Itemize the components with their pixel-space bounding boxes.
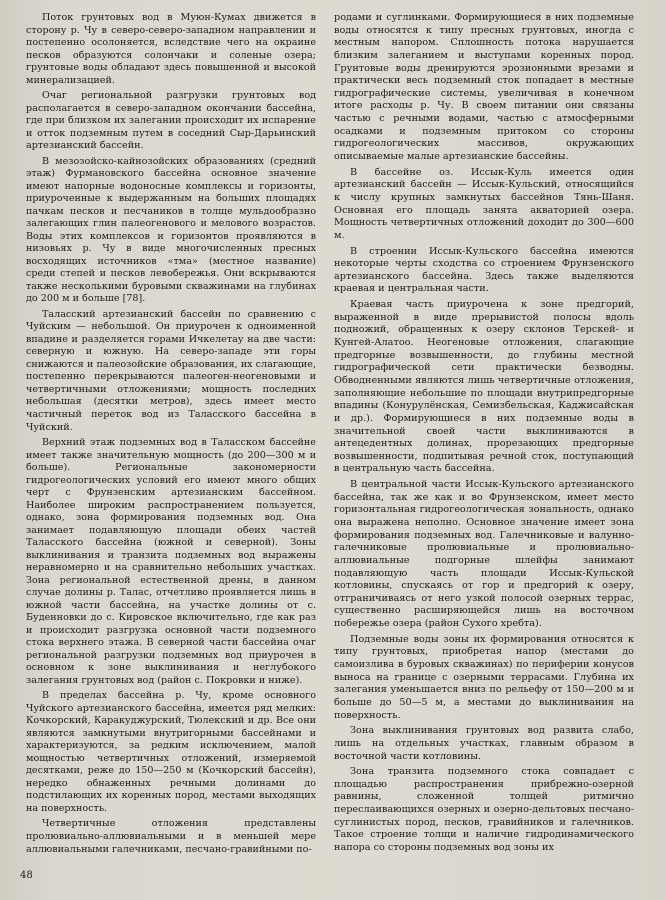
paragraph: Верхний этаж подземных вод в Таласском бассейне имеет также значительную мощность (до 200—300 м и больше). Региональные закономерности гидрогеологических условий его имеют много общих черт с Фрунзенским артезианским бассейном. Наиболее широким распространением пользуется, однако, зона формирования подземных вод. Она занимает подавляющую площади обеих частей Таласского бассейна (южной и северной). Зоны выклинивания и транзита подземных вод выражены неравномерно и на сравнительно небольших участках. Зона региональной естественной дрены, в данном случае долины р. Талас, отчетливо проявляется лишь в южной части бассейна, на участке долины от с. Буденновки до с. Кировское включительно, где как раз и происходит разгрузка основной части подземного стока верхнего этажа. В северной части бассейна очаг региональной разгрузки подземных вод приурочен в основном к зоне выклинивания и неглубокого залегания грунтовых вод (район с. Покровки и ниже). <box>26 437 316 686</box>
paragraph: В пределах бассейна р. Чу, кроме основного Чуйского артезианского бассейна, имеется ряд мелких: Кочкорский, Каракуджурский, Тюлекский и др. Все они являются замкнутыми внутригорными бассейнами и характеризуются, за редким исключением, малой мощностью четвертичных отложений, измеряемой десятками, реже до 150—250 м (Кочкорский бассейн), нередко обнаженных речными долинами до подстилающих их коренных пород, местами выходящих на поверхность. <box>26 690 316 814</box>
paragraph: Четвертичные отложения представлены пролювиально-аллювиальными и в меньшей мере аллювиальными галечниками, песчано-гравийными по- <box>26 818 316 855</box>
paragraph: родами и суглинками. Формирующиеся в них подземные воды относятся к типу пресных грунтовых, иногда с местным напором. Сплошность потока нарушается близким залеганием и выступами коренных пород. Грунтовые воды дренируются эрозионными врезами и практически весь подземный сток попадает в местные гидрографические системы, увеличивая в конечном итоге расходы р. Чу. В своем питании они связаны частью с речными водами, частью с атмосферными осадками и подземным притоком со стороны гидрогеологических массивов, окружающих описываемые малые артезианские бассейны. <box>334 12 634 163</box>
paragraph: Таласский артезианский бассейн по сравнению с Чуйским — небольшой. Он приурочен к одноименной впадине и разделяется горами Ичкелетау на две части: северную и южную. На северо-западе эти горы снижаются и палеозойские образования, их слагающие, постепенно перекрываются палеоген-неогеновыми и четвертичными отложениями; мощность последних небольшая (десятки метров), здесь имеет место частичный переток вод из Таласского бассейна в Чуйский. <box>26 308 316 433</box>
right-column <box>334 12 634 858</box>
paragraph: Зона выклинивания грунтовых вод развита слабо, лишь на отдельных участках, главным образом в восточной части котловины. <box>334 725 634 762</box>
paragraph: Поток грунтовых вод в Муюн-Кумах движется в сторону р. Чу в северо-северо-западном направлении и постепенно осолоняется, вследствие чего на окраине песков образуются солончаки и соленые озера; грунтовые воды обладают здесь повышенной и высокой минерализацией. <box>26 12 316 86</box>
left-column <box>26 12 316 859</box>
paragraph: Подземные воды зоны их формирования относятся к типу грунтовых, приобретая напор (местами до самоизлива в буровых скважинах) по периферии конусов выноса на границе с озерными террасами. Глубина их залегания уменьшается вниз по рельефу от 150—200 м и больше до 50—5 м, а местами до выклинивания на поверхность. <box>334 633 634 721</box>
paragraph: Зона транзита подземного стока совпадает с площадью распространения прибрежно-озерной равнины, сложенной толщей ритмично переслаивающихся озерных и озерно-дельтовых песчано-суглинистых пород, песков, гравийников и галечников. Такое строение толщи и наличие гидродинамического напора со стороны подземных вод зоны их <box>334 766 634 853</box>
paragraph: В бассейне оз. Иссык-Куль имеется один артезианский бассейн — Иссык-Кульский, относящийся к числу крупных замкнутых бассейнов Тянь-Шаня. Основная его площадь занята акваторией озера. Мощность четвертичных отложений доходит до 300—600 м. <box>334 166 634 241</box>
paragraph: Очаг региональной разгрузки грунтовых вод располагается в северо-западном окончании бассейна, где при близком их залегании происходит их испарение и отток подземным путем в соседний Сыр-Дарьинский артезианский бассейн. <box>26 90 316 152</box>
paragraph: В мезозойско-кайнозойских образованиях (средний этаж) Фурмановского бассейна основное значение имеют напорные водоносные комплексы и горизонты, приуроченные к выдержанным на больших площадях пачкам песков и песчаников в толще мульдообразно залегающих глин палеогенового и мелового возрастов. Воды этих комплексов и горизонтов проявляются в низовьях р. Чу в виде многочисленных пресных восходящих источников «тма» (местное название) среди степей и песков левобережья. Они вскрываются также несколькими буровыми скважинами на глубинах до 200 м и больше [78]. <box>26 155 316 305</box>
paragraph: В строении Иссык-Кульского бассейна имеются некоторые черты сходства со строением Фрунзенского артезианского бассейна. Здесь также выделяются краевая и центральная части. <box>334 245 634 295</box>
paragraph: В центральной части Иссык-Кульского артезианского бассейна, так же как и во Фрунзенском, имеет место горизонтальная гидрогеологическая зональность, однако она выражена неполно. Основное значение имеет зона формирования подземных вод. Галечниковые и валунно-галечниковые пролювиальные и пролювиально-аллювиальные подгорные шлейфы занимают подавляющую часть площади Иссык-Кульской котловины, спускаясь от гор и предгорий к озеру, отграничиваясь от него узкой полосой озерных террас, существенно расширяющейся лишь на восточном побережье озера (район Сухого хребта). <box>334 479 634 630</box>
paragraph: Краевая часть приурочена к зоне предгорий, выраженной в виде прерывистой полосы вдоль подножий, обращенных к озеру склонов Терскей- и Кунгей-Алатоо. Неогеновые отложения, слагающие предгорные возвышенности, до глубины местной гидрографической сети практически безводны. Обводненными являются лишь четвертичные отложения, заполняющие небольшие по площади внутрипредгорные впадины (Конурулёнская, Семизбельская, Каджисайская и др.). Формирующиеся в них подземные воды в значительной своей части выклиниваются в антецедентных долинах, прорезающих предгорные возвышенности, подпитывая речной сток, поступающий в центральную часть бассейна. <box>334 299 634 475</box>
page-number: 48 <box>20 870 33 881</box>
